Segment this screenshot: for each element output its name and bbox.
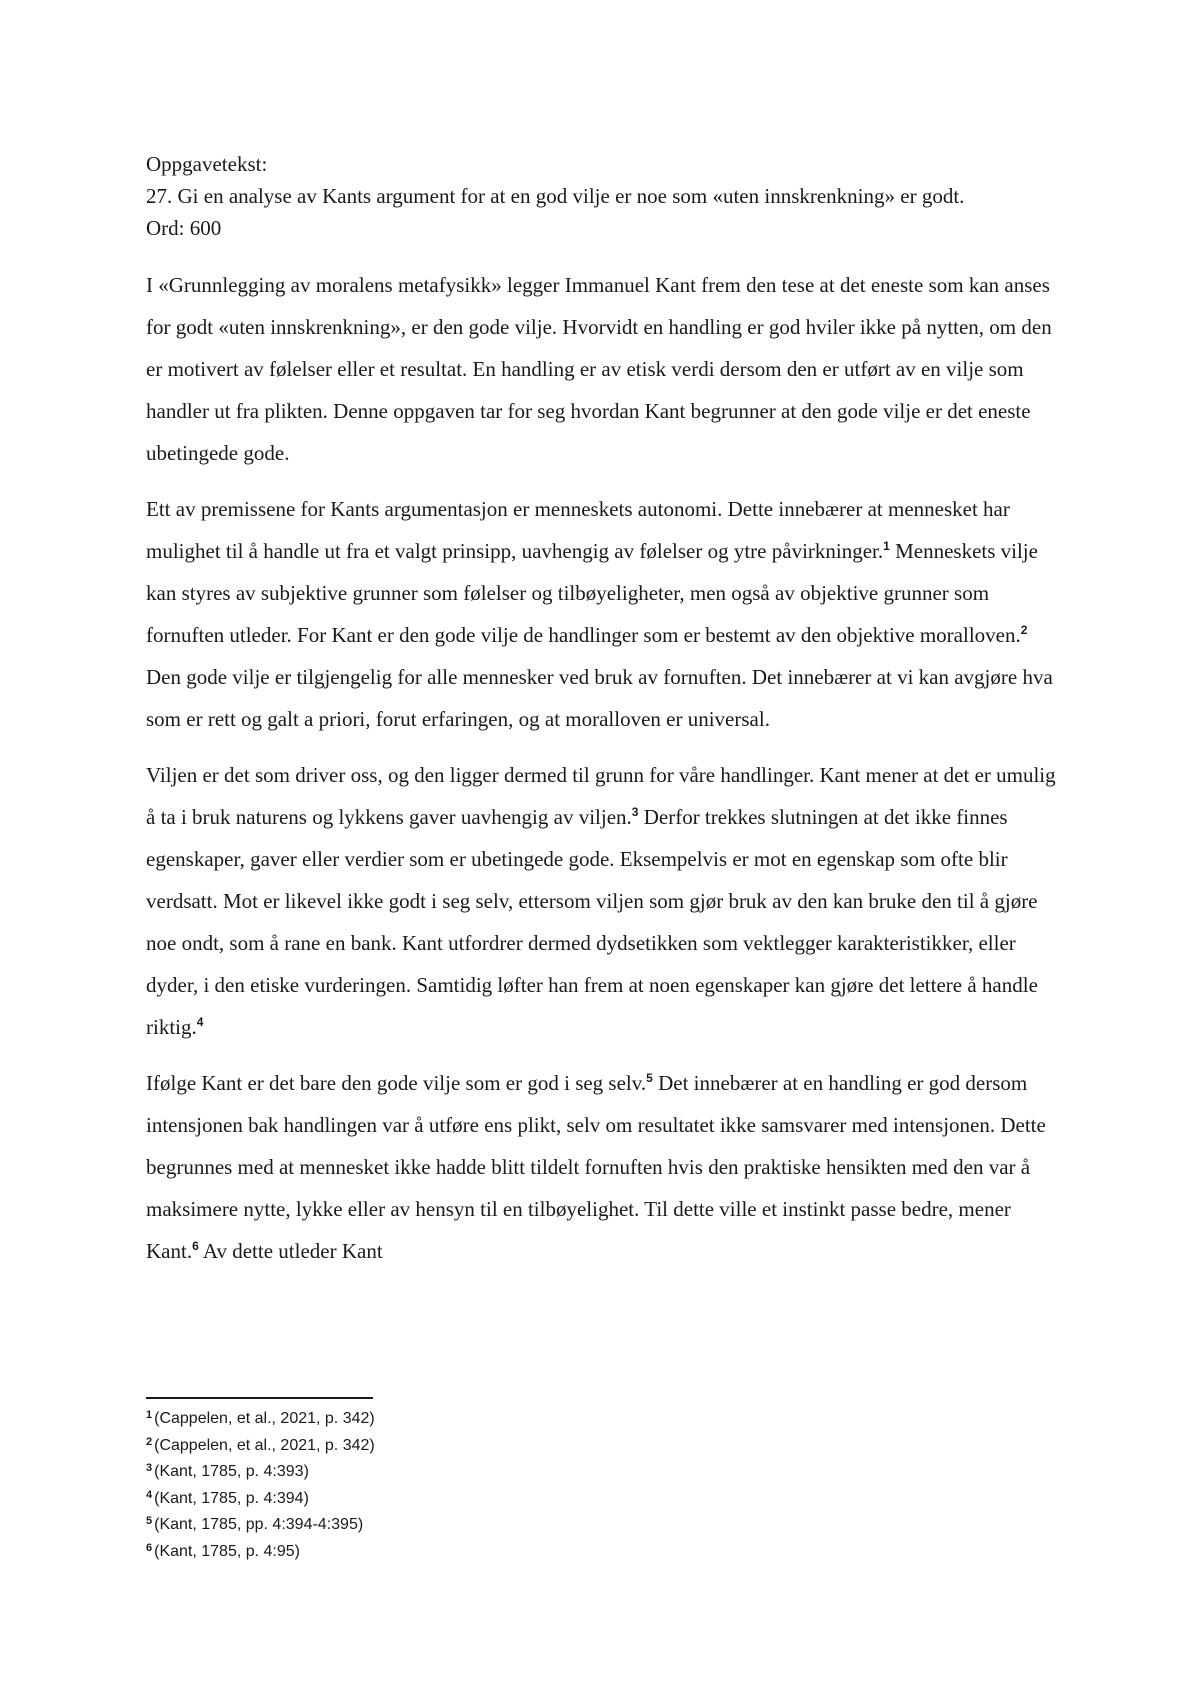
- paragraph-4-text-a: Ifølge Kant er det bare den gode vilje som er god i seg selv.: [146, 1071, 647, 1095]
- footnote-1: [146, 1404, 1056, 1431]
- paragraph-2-text-a: Ett av premissene for Kants argumentasjon er menneskets autonomi. Dette innebærer at mennesket har mulighet til å handle ut fra et valgt prinsipp, uavhengig av følelser og ytre påvirkninger.: [146, 497, 1010, 563]
- footnote-text: (Cappelen, et al., 2021, p. 342): [154, 1410, 375, 1427]
- footnote-number: 4: [146, 1488, 153, 1501]
- footnote-ref-4[interactable]: 4: [196, 1015, 204, 1029]
- footnote-separator: [146, 1397, 373, 1399]
- paragraph-4: [146, 1062, 1056, 1272]
- footnote-ref-3[interactable]: 3: [631, 805, 639, 819]
- paragraph-3: [146, 754, 1056, 1048]
- footnote-text: (Kant, 1785, p. 4:393): [154, 1463, 309, 1480]
- footnote-number: 2: [146, 1435, 153, 1448]
- task-label: Oppgavetekst:: [146, 152, 268, 176]
- task-question: 27. Gi en analyse av Kants argument for at en god vilje er noe som «uten innskrenkning» er godt.: [146, 184, 965, 208]
- paragraph-1: [146, 264, 1056, 474]
- paragraph-3-text-a: Viljen er det som driver oss, og den ligger dermed til grunn for våre handlinger. Kant mener at det er umulig å ta i bruk naturens og lykkens gaver uavhengig av viljen.: [146, 763, 1056, 829]
- footnote-number: 3: [146, 1462, 153, 1474]
- footnote-ref-6[interactable]: 6: [192, 1239, 199, 1253]
- footnote-text: (Kant, 1785, pp. 4:394-4:395): [154, 1516, 364, 1533]
- footnotes: [146, 1404, 1056, 1563]
- footnote-5: [146, 1510, 1056, 1537]
- paragraph-2: [146, 488, 1056, 740]
- paragraph-2-text-c: Den gode vilje er tilgjengelig for alle mennesker ved bruk av fornuften. Det innebærer at vi kan avgjøre hva som er rett og galt a priori, forut erfaringen, og at moralloven er universal.: [146, 665, 1053, 731]
- task-header: [146, 150, 1056, 242]
- word-count: Ord: 600: [146, 216, 222, 240]
- paragraph-1-text: I «Grunnlegging av moralens metafysikk» legger Immanuel Kant frem den tese at det eneste som kan anses for godt «uten innskrenkning», er den gode vilje. Hvorvidt en handling er god hviler ikke på nytten, om den er motivert av følelser eller et resultat. En handling er av etisk verdi dersom den er utført av en vilje som handler ut fra plikten. Denne oppgaven tar for seg hvordan Kant begrunner at den gode vilje er det eneste ubetingede gode.: [146, 273, 1052, 465]
- footnote-number: 5: [146, 1515, 153, 1527]
- paragraph-4-text-c: Av dette utleder Kant: [198, 1239, 383, 1263]
- footnote-ref-5[interactable]: 5: [646, 1071, 653, 1085]
- footnote-number: 6: [146, 1541, 153, 1554]
- footnote-4: [146, 1484, 1056, 1511]
- footnote-3: [146, 1457, 1056, 1484]
- footnote-6: [146, 1537, 1056, 1564]
- paragraph-2-text-b: Menneskets vilje kan styres av subjektive grunner som følelser og tilbøyeligheter, men også av objektive grunner som fornuften utleder. For Kant er den gode vilje de handlinger som er bestemt av den objektive moralloven.: [146, 539, 1038, 647]
- footnote-text: (Kant, 1785, p. 4:394): [154, 1489, 309, 1507]
- footnote-2: [146, 1431, 1056, 1458]
- footnote-ref-2[interactable]: 2: [1020, 623, 1028, 637]
- footnote-text: (Kant, 1785, p. 4:95): [154, 1542, 300, 1560]
- footnote-text: (Cappelen, et al., 2021, p. 342): [154, 1436, 375, 1454]
- footnote-number: 1: [146, 1409, 153, 1421]
- document-body: [146, 150, 1056, 1286]
- paragraph-3-text-b: Derfor trekkes slutningen at det ikke finnes egenskaper, gaver eller verdier som er ubetingede gode. Eksempelvis er mot en egenskap som ofte blir verdsatt. Mot er likevel ikke godt i seg selv, ettersom viljen som gjør bruk av den kan bruke den til å gjøre noe ondt, som å rane en bank. Kant utfordrer dermed dydsetikken som vektlegger karakteristikker, eller dyder, i den etiske vurderingen. Samtidig løfter han frem at noen egenskaper kan gjøre det lettere å handle riktig.: [146, 805, 1038, 1039]
- paragraph-4-text-b: Det innebærer at en handling er god dersom intensjonen bak handlingen var å utføre ens plikt, selv om resultatet ikke samsvarer med intensjonen. Dette begrunnes med at mennesket ikke hadde blitt tildelt fornuften hvis den praktiske hensikten med den var å maksimere nytte, lykke eller av hensyn til en tilbøyelighet. Til dette ville et instinkt passe bedre, mener Kant.: [146, 1071, 1046, 1263]
- footnote-ref-1[interactable]: 1: [883, 539, 890, 553]
